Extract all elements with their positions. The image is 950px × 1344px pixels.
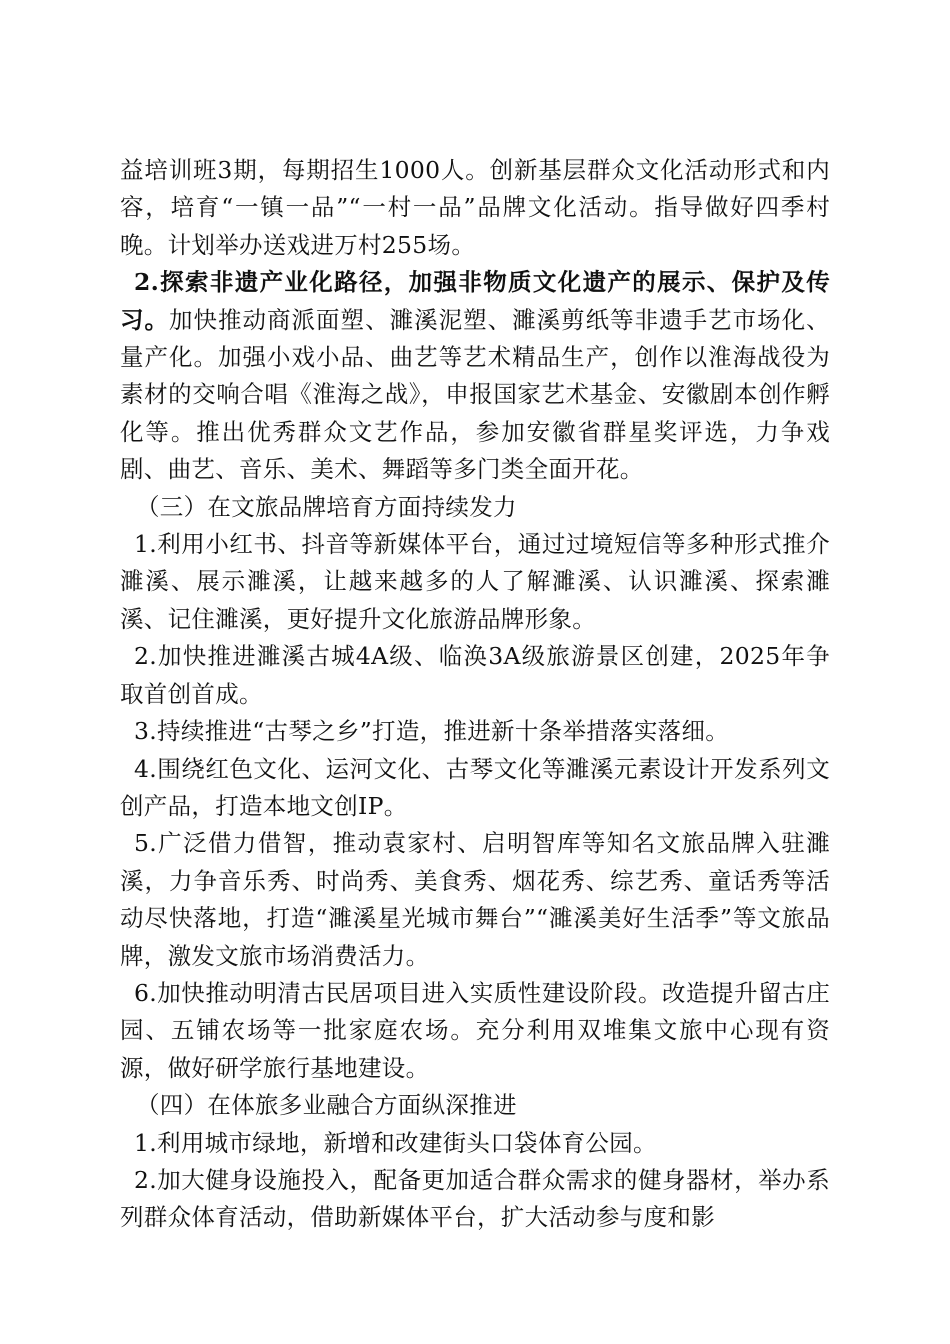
heading-text: （三）在文旅品牌培育方面持续发力	[136, 492, 517, 521]
section-heading-3	[120, 489, 830, 526]
paragraph-text: 2.加大健身设施投入，配备更加适合群众需求的健身器材，举办系列群众体育活动，借助新媒体平台，扩大活动参与度和影	[120, 1165, 830, 1232]
heading-text: （四）在体旅多业融合方面纵深推进	[136, 1091, 517, 1120]
paragraph-text: 4.围绕红色文化、运河文化、古琴文化等濉溪元素设计开发系列文创产品，打造本地文创IP。	[120, 754, 830, 820]
paragraph-text: 5.广泛借力借智，推动袁家村、启明智库等知名文旅品牌入驻濉溪，力争音乐秀、时尚秀、美食秀、烟花秀、综艺秀、童话秀等活动尽快落地，打造“濉溪星光城市舞台”“濉溪美好生活季”等文旅品牌，激发文旅市场消费活力。	[120, 829, 830, 970]
list-item-2	[120, 1162, 830, 1237]
list-item-5	[120, 825, 830, 975]
list-item-4	[120, 751, 830, 826]
list-item-3	[120, 713, 830, 750]
list-item-2	[120, 638, 830, 713]
list-item-1	[120, 1125, 830, 1162]
paragraph-text: 1.利用城市绿地，新增和改建街头口袋体育公园。	[134, 1128, 657, 1157]
paragraph-intangible-heritage	[120, 264, 830, 488]
paragraph-text: 6.加快推动明清古民居项目进入实质性建设阶段。改造提升留古庄园、五铺农场等一批家庭农场。充分利用双堆集文旅中心现有资源，做好研学旅行基地建设。	[120, 978, 830, 1082]
list-item-1	[120, 526, 830, 638]
document-body	[120, 152, 830, 1237]
paragraph-text: 1.利用小红书、抖音等新媒体平台，通过过境短信等多种形式推介濉溪、展示濉溪，让越来越多的人了解濉溪、认识濉溪、探索濉溪、记住濉溪，更好提升文化旅游品牌形象。	[120, 530, 830, 633]
section-heading-4	[120, 1087, 830, 1124]
paragraph-text: 2.加快推进濉溪古城4A级、临涣3A级旅游景区创建，2025年争取首创首成。	[120, 642, 830, 708]
paragraph-text: 3.持续推进“古琴之乡”打造，推进新十条举措落实落细。	[134, 717, 730, 746]
list-item-6	[120, 975, 830, 1087]
paragraph-text: 加快推动商派面塑、濉溪泥塑、濉溪剪纸等非遗手艺市场化、量产化。加强小戏小品、曲艺等艺术精品生产，创作以淮海战役为素材的交响合唱《淮海之战》，申报国家艺术基金、安徽剧本创作孵化等。推出优秀群众文艺作品，参加安徽省群星奖评选，力争戏剧、曲艺、音乐、美术、舞蹈等多门类全面开花。	[120, 305, 830, 484]
paragraph-text: 益培训班3期，每期招生1000人。创新基层群众文化活动形式和内容，培育“一镇一品”“一村一品”品牌文化活动。指导做好四季村晚。计划举办送戏进万村255场。	[120, 156, 830, 259]
paragraph-training-continued	[120, 152, 830, 264]
paragraph-lead-bold: 2.探索非遗产业化路径，加强非物质文化遗产的展示、保护及传习。	[120, 268, 830, 334]
